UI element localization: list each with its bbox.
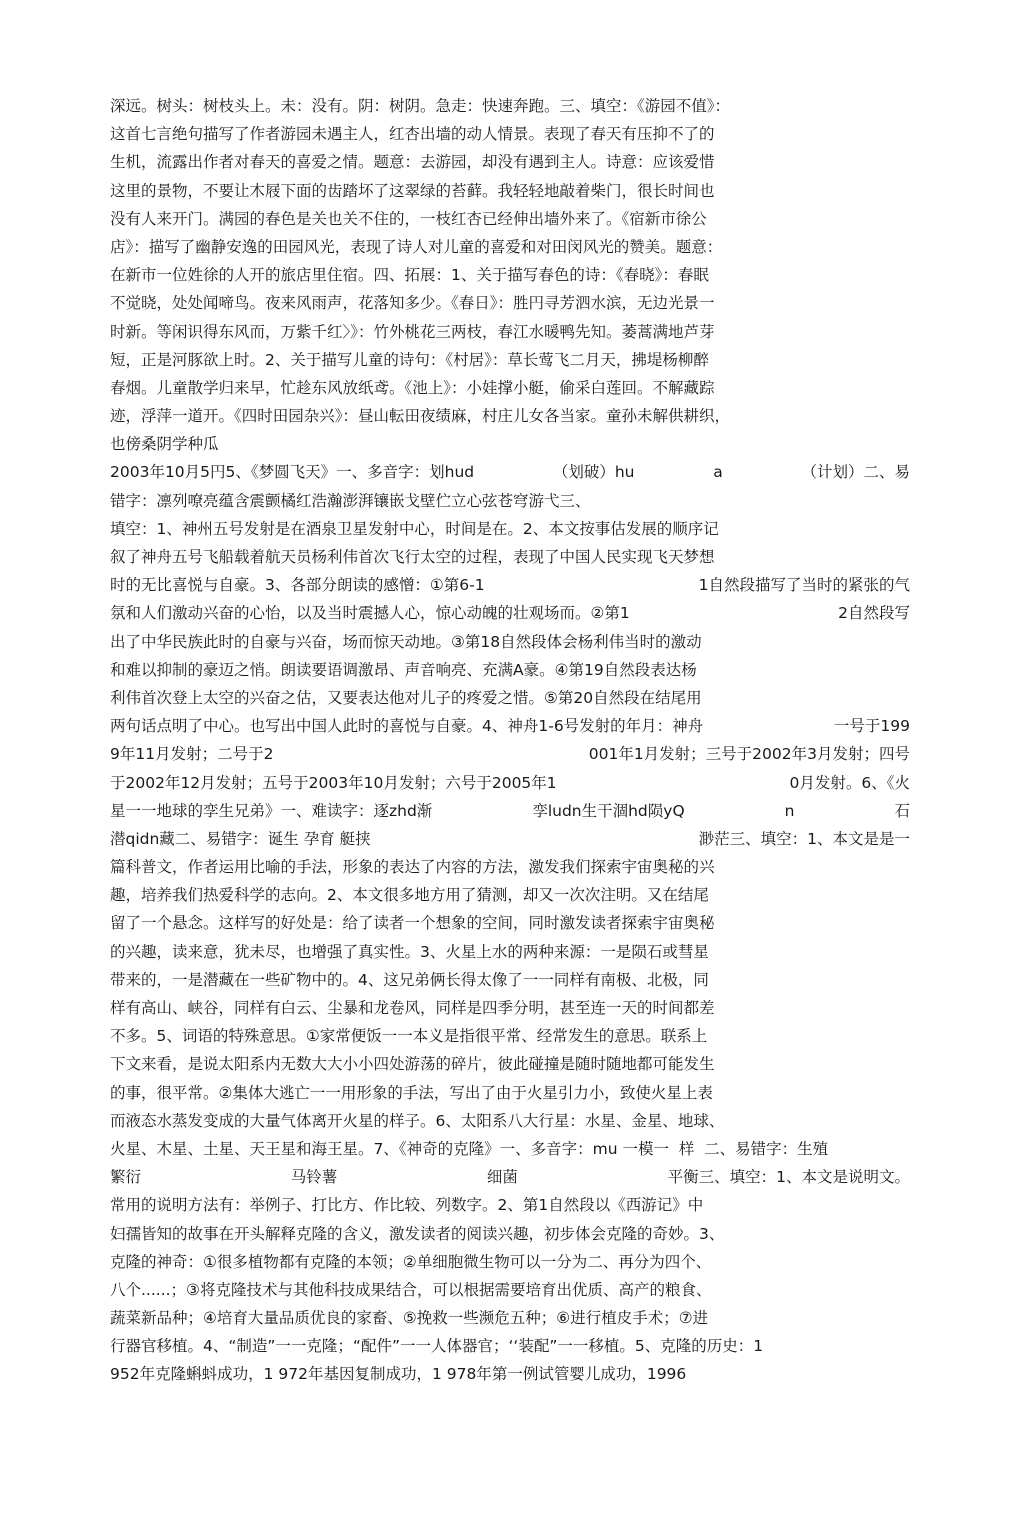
text-segment: 下文来看，是说太阳系内无数大大小小四处游荡的碎片，彼此碰撞是随时随地都可能发生 [110,1055,715,1074]
text-segment: 样有高山、峡谷，同样有白云、尘暴和龙卷风，同样是四季分明，甚至连一天的时间都差 [110,999,715,1017]
text-line [110,684,910,712]
text-line [110,966,910,994]
text-line [110,148,910,176]
text-line [110,346,910,374]
text-segment: n [784,801,795,820]
text-segment: 店》：描写了幽静安逸的田园风光，表现了诗人对儿童的喜爱和对田闵风光的赞美。题意： [110,237,723,256]
text-line [110,177,910,205]
text-segment: （计划）二、易 [801,463,910,482]
text-line [110,853,910,881]
text-line [110,402,910,430]
text-segment: 两句话点明了中心。也写出中国人此时的喜悦与自豪。4、神舟1-6号发射的年月：神舟 [110,717,704,736]
text-segment: 春烟。儿童散学归来早，忙趁东风放纸鸢。《池上》：小娃撑小艇，偷采白莲回。不解藏踪 [110,378,715,397]
text-segment: （划破）hu [552,463,635,482]
text-segment: 火星、木星、土星、天王星和海王星。7、《神奇的克隆》一、多音字：mu 一模一 样 二、易错字：生殖 [110,1139,829,1158]
text-segment: 叙了神舟五号飞船载着航天员杨利伟首次飞行太空的过程，表现了中国人民实现飞天梦想 [110,548,715,566]
text-line [110,289,910,317]
text-segment: 短，正是河豚欲上时。2、关于描写儿童的诗句：《村居》：草长莺飞二月天，拂堤杨柳醉 [110,350,709,369]
text-line [110,571,910,599]
text-line [110,1079,910,1107]
text-segment: 1自然段描写了当时的紧张的气 [698,576,910,595]
text-segment: 深远。树头：树枝头上。未：没有。阴：树阴。急走：快速奔跑。三、填空：《游园不值》： [110,97,731,115]
text-segment: 出了中华民族此时的自豪与兴奋，场而惊天动地。③第18自然段体会杨利伟当时的激动 [110,632,702,651]
text-segment: 时新。等闲识得东风而，万紫千红〉》：竹外桃花三两枝，春江水暖鸭先知。萎蒿满地芦芽 [110,322,715,341]
text-line [110,261,910,289]
text-segment: 和难以抑制的豪迈之悄。朗读要语调激昂、声音响亮、充满A豪。④第19自然段表达杨 [110,660,697,679]
text-segment: 2自然段写 [838,604,910,623]
text-line [110,797,910,825]
text-segment: 而液态水蒸发变成的大量气体离开火星的样子。6、太阳系八大行星：水星、金星、地球、 [110,1111,725,1130]
text-segment: 也傍桑阴学种瓜 [110,435,219,454]
text-line [110,515,910,543]
text-segment: 生机，流露出作者对春天的喜爱之情。题意：去游园，却没有遇到主人。诗意：应该爱惜 [110,153,715,172]
text-line [110,92,910,120]
text-segment: 蔬菜新品种；④培育大量品质优良的家畜、⑤挽救一些濒危五种；⑥进行植皮手术；⑦进 [110,1309,709,1328]
text-segment: 不觉晓，处处闻啼鸟。夜来风雨声，花落知多少。《春日》：胜円寻芳泗水滨，无边光景一 [110,294,715,313]
text-segment: 迹，浮萍一道开。《四时田园杂兴》：昼山転田夜绩麻，村庄儿女各当家。童孙未解供耕织， [110,407,731,426]
text-line [110,909,910,937]
text-segment: 平衡三、填空：1、本文是说明文。 [667,1168,910,1187]
text-line [110,233,910,261]
text-line [110,599,910,627]
text-segment: 趣，培养我们热爱科学的志向。2、本文很多地方用了猜测，却又一次次注明。又在结尾 [110,886,709,905]
text-line [110,1107,910,1135]
text-segment: 繁衍 [110,1168,142,1187]
text-segment: 八个......；③将克隆技术与其他科技成果结合，可以根据需要培育出优质、高产的粮食、 [110,1280,712,1299]
text-segment: 一号于199 [833,717,910,736]
text-line [110,120,910,148]
text-segment: 于2002年12月发射；五号于2003年10月发射；六号于2005年1 [110,773,557,792]
text-line [110,938,910,966]
text-segment: 没有人来开门。满园的春色是关也关不住的，一枝红杏已经伸出墙外来了。《宿新市徐公 [110,209,707,228]
text-segment: 马铃薯 [290,1168,338,1187]
text-line [110,628,910,656]
text-line [110,458,910,486]
text-line [110,1248,910,1276]
text-segment: 001年1月发射；三号于2002年3月发射；四号 [588,745,910,764]
text-segment: 2003年10月5円5、《梦圆飞天》一、多音字：划hud [110,463,475,482]
text-line [110,1304,910,1332]
text-segment: 0月发射。6、《火 [789,773,910,792]
text-segment: 星一一地球的孪生兄弟》一、难读字：逐zhd渐 [110,801,433,820]
text-segment: 氛和人们激动兴奋的心怡，以及当时震撼人心，惊心动魄的壮观场而。②第1 [110,604,630,623]
text-segment: 孪ludn生干涸hd陨yQ [532,801,685,820]
text-segment: 9年11月发射；二号于2 [110,745,274,764]
text-line [110,994,910,1022]
text-segment: 这首七言绝句描写了作者游园未遇主人，红杏出墙的动人情景。表现了春天有压抑不了的 [110,125,715,144]
text-segment: 行器官移植。4、“制造”一一克隆；“配件”一一人体器官；‘‘装配”一一移植。5、克隆的历史：1 [110,1337,764,1356]
text-segment: 952年克隆蝌蚪成功，1 972年基因复制成功，1 978年第一例试管婴儿成功，1996 [110,1365,687,1384]
text-line [110,740,910,768]
text-line [110,769,910,797]
text-segment: a [713,463,723,482]
text-line [110,656,910,684]
text-line [110,1332,910,1360]
text-line [110,374,910,402]
text-line [110,205,910,233]
text-line [110,1220,910,1248]
text-line [110,1191,910,1219]
text-line [110,1022,910,1050]
text-segment: 的兴趣，读来意，犹未尽，也增强了真实性。3、火星上水的两种来源：一是陨石或彗星 [110,942,709,961]
text-segment: 留了一个悬念。这样写的好处是：给了读者一个想象的空间，同时激发读者探索宇宙奥秘 [110,914,715,933]
text-segment: 带来的，一是潜藏在一些矿物中的。4、这兄弟俩长得太像了一一同样有南极、北极，同 [110,970,709,989]
text-line [110,543,910,571]
text-segment: 错字：凛列嘹亮蕴含震颤橘红浩瀚澎湃镶嵌戈壁伫立心弦苍穹游弋三、 [110,491,591,510]
text-segment: 的事，很平常。②集体大逃亡一一用形象的手法，写出了由于火星引力小，致使火星上表 [110,1083,713,1102]
text-line [110,881,910,909]
text-line [110,430,910,458]
text-segment: 克隆的神奇：①很多植物都有克隆的本领；②单细胞微生物可以一分为二、再分为四个、 [110,1252,712,1271]
text-line [110,1135,910,1163]
text-segment: 渺茫三、填空：1、本文是是一 [698,829,910,848]
text-line [110,487,910,515]
text-segment: 细菌 [486,1168,518,1187]
text-segment: 不多。5、词语的特殊意思。①家常便饭一一本义是指很平常、经常发生的意思。联系上 [110,1027,708,1046]
text-segment: 利伟首次登上太空的兴奋之估，又要表达他对儿子的疼爱之惜。⑤第20自然段在结尾用 [110,688,702,707]
text-segment: 妇孺皆知的故事在开头解释克隆的含义，激发读者的阅读兴趣，初步体会克隆的奇妙。3、 [110,1224,725,1243]
text-line [110,1050,910,1078]
text-segment: 时的无比喜悦与自豪。3、各部分朗读的感憎：①第6-1 [110,576,485,595]
text-segment: 篇科普文，作者运用比喻的手法，形象的表达了内容的方法，激发我们探索宇宙奥秘的兴 [110,858,715,877]
document-body [110,92,910,1389]
text-line [110,1163,910,1191]
text-segment: 填空：1、神州五号发射是在酒泉卫星发射中心，时间是在。2、本文按事估发展的顺序记 [110,519,719,538]
text-line [110,825,910,853]
text-segment: 在新市一位姓徐的人开的旅店里住宿。四、拓展：1、关于描写春色的诗：《春晓》：春眠 [110,266,709,285]
text-line [110,712,910,740]
text-segment: 常用的说明方法有：举例子、打比方、作比较、列数字。2、第1自然段以《西游记》中 [110,1196,704,1215]
text-line [110,1276,910,1304]
text-line [110,318,910,346]
text-line [110,1360,910,1388]
text-segment: 这里的景物，不要让木屐下面的齿踏坏了这翠绿的苔藓。我轻轻地敲着柴门，很长时间也 [110,181,715,200]
text-segment: 潜qidn藏二、易错字：诞生 孕育 艇挟 [110,829,371,848]
text-segment: 石 [894,801,910,820]
